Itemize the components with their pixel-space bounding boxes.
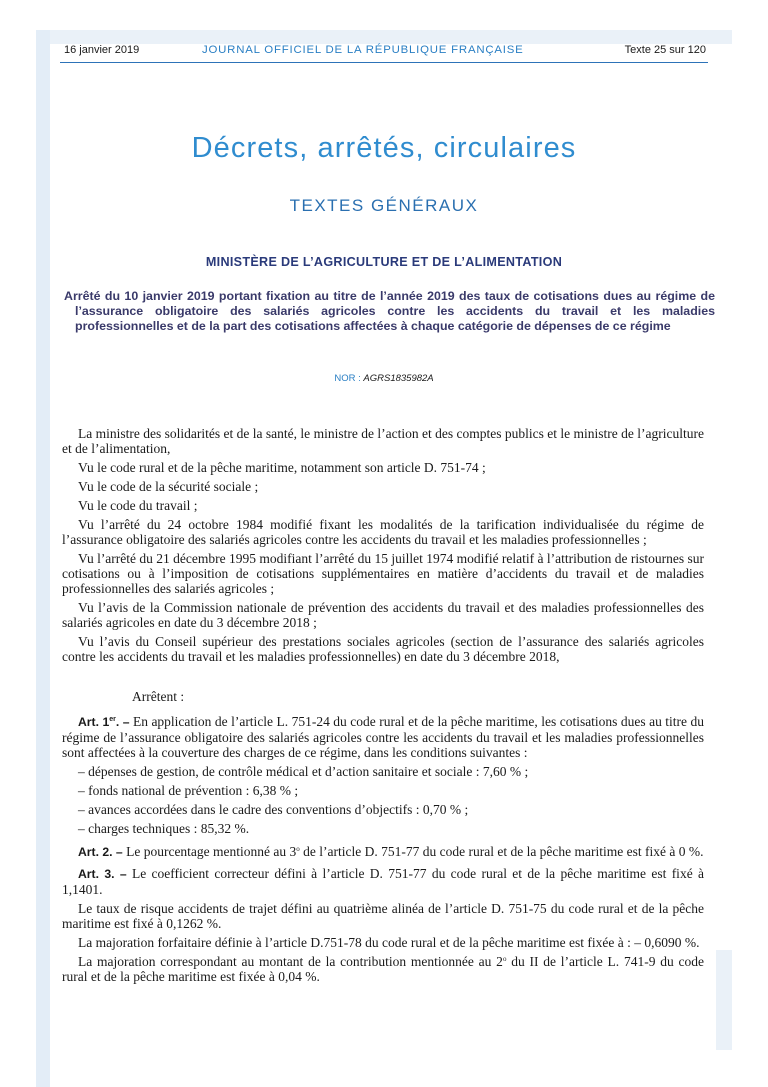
document-body [62,426,704,988]
arretent-line: Arrêtent : [132,689,185,704]
ministry-heading: MINISTÈRE DE L’AGRICULTURE ET DE L’ALIMENTATION [205,255,563,269]
arrete-title: Arrêté du 10 janvier 2019 portant fixation au titre de l’année 2019 des taux de cotisations dues au régime de l’assurance obligatoire des salariés agricoles contre les accidents du travail et les maladies professionnelles et de la part des cotisations affectées à chaque catégorie de dépenses de ce régime [64,289,715,333]
article-3 [62,866,704,897]
article-3-text: Le coefficient correcteur défini à l’article D. 751-77 du code rural et de la pêche maritime est fixé à 1,1401. [62,866,705,897]
article-3-paragraph: La majoration forfaitaire définie à l’article D.751-78 du code rural et de la pêche maritime est fixée à : – 0,6090 %. [78,935,700,950]
nor-label: NOR : [334,373,361,384]
article-3-label: Art. 3. – [78,867,127,881]
article-3-paragraph: Le taux de risque accidents de trajet défini au quatrième alinéa de l’article D. 751-75 du code rural et de la pêche maritime est fixé à 0,1262 %. [62,901,704,931]
list-item: – dépenses de gestion, de contrôle médical et d’action sanitaire et sociale : 7,60 % ; [78,764,529,779]
article-1-list [62,764,704,836]
preamble-paragraph: Vu le code rural et de la pêche maritime, notamment son article D. 751-74 ; [78,460,486,475]
article-2-label: Art. 2. – [78,845,123,859]
page-frame-corner [716,950,732,1050]
list-item: – fonds national de prévention : 6,38 % ; [78,783,299,798]
header-journal-title: JOURNAL OFFICIEL DE LA RÉPUBLIQUE FRANÇAISE [202,44,524,56]
page-frame-top [36,30,732,44]
nor-value: AGRS1835982A [363,373,434,384]
page-frame-left [36,30,50,1087]
nor-reference [0,373,768,384]
preamble-paragraph: Vu le code de la sécurité sociale ; [78,479,259,494]
preamble-paragraph: Vu l’avis du Conseil supérieur des prestations sociales agricoles (section de l’assurance des salariés agricoles contre les accidents du travail et les maladies professionnelles) en date du 3 décembre 2018, [62,634,704,664]
list-item: – charges techniques : 85,32 %. [78,821,250,836]
list-item: – avances accordées dans le cadre des conventions d’objectifs : 0,70 % ; [78,802,469,817]
header-divider [60,62,708,63]
preamble-paragraph: Vu le code du travail ; [78,498,198,513]
article-1-text: En application de l’article L. 751-24 du code rural et de la pêche maritime, les cotisations dues au titre du régime de l’assurance obligatoire des salariés agricoles contre les accidents du travail et les maladies professionnelles sont affectées à la couverture des charges de ce régime, dans les conditions suivantes : [62,714,705,760]
article-2: Art. 2. – Le pourcentage mentionné au 3$^o$ de l’article D. 751-77 du code rural et de la pêche maritime est fixé à 0 %. [78,844,704,859]
article-3-paragraph: La majoration correspondant au montant de la contribution mentionnée au 2$^o$ du II de l’article L. 741-9 du code rural et de la pêche maritime est fixée à 0,04 %. [62,954,704,984]
preamble-paragraph: Vu l’arrêté du 24 octobre 1984 modifié fixant les modalités de la tarification individualisée du régime de l’assurance obligatoire des salariés agricoles contre les accidents du travail et les maladies professionnelles ; [62,517,704,547]
article-1-label: Art. 1er. – [78,715,130,729]
article-1 [62,714,704,760]
preamble-paragraph: La ministre des solidarités et de la santé, le ministre de l’action et des comptes publics et le ministre de l’agriculture et de l’alimentation, [62,426,704,456]
preamble-paragraph: Vu l’arrêté du 21 décembre 1995 modifiant l’arrêté du 15 juillet 1974 modifié relatif à l’attribution de ristournes sur cotisations ou à l’imposition de cotisations supplémentaires en matière d’accidents du travail et de maladies professionnelles des salariés agricoles ; [62,551,704,596]
section-title: Décrets, arrêtés, circulaires [191,132,577,164]
section-subtitle: TEXTES GÉNÉRAUX [289,196,479,215]
preamble-paragraph: Vu l’avis de la Commission nationale de prévention des accidents du travail et des maladies professionnelles des salariés agricoles en date du 3 décembre 2018 ; [62,600,704,630]
header-date: 16 janvier 2019 [64,44,140,56]
header-text-number: Texte 25 sur 120 [624,44,706,56]
